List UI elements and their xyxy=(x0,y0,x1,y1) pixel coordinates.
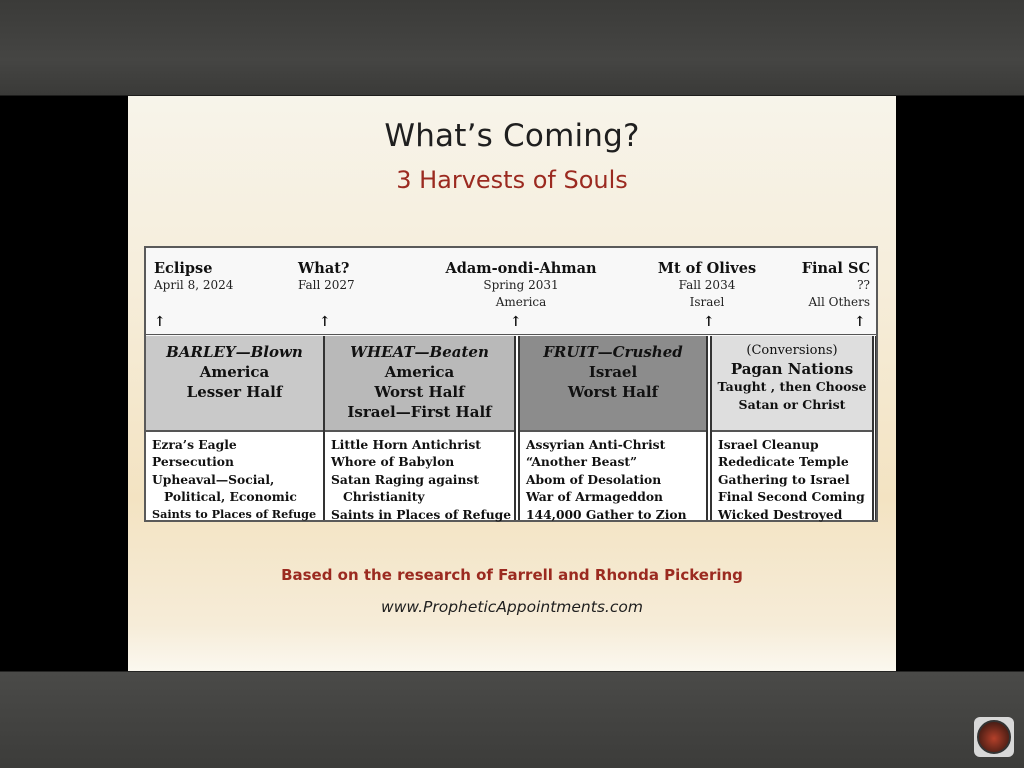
column-divider xyxy=(872,336,876,520)
timeline-point-eclipse xyxy=(154,260,233,294)
harvest-line: Israel xyxy=(588,363,638,381)
harvest-column-conversions xyxy=(712,336,872,520)
timeline-point-date: April 8, 2024 xyxy=(154,278,234,292)
harvest-line: America xyxy=(384,363,455,381)
event-item: War of Armageddon xyxy=(526,489,664,505)
event-item: Whore of Babylon xyxy=(331,454,455,470)
timeline-point-mt-of-olives xyxy=(652,260,762,311)
timeline-point-date: Fall 2027 xyxy=(298,278,355,292)
arrow-up-icon: ↑ xyxy=(854,314,866,330)
timeline-row xyxy=(146,248,876,337)
arrow-up-icon: ↑ xyxy=(154,314,166,330)
event-item: Assyrian Anti-Christ xyxy=(526,437,666,452)
event-item: Little Horn Antichrist xyxy=(331,437,481,452)
slide-subtitle: 3 Harvests of Souls xyxy=(396,166,628,194)
event-item: Gathering to Israel xyxy=(718,471,850,487)
event-item: Satan Raging against xyxy=(331,471,480,487)
harvest-line: Taught , then Choose xyxy=(717,379,867,394)
timeline-point-date: ?? xyxy=(857,278,870,292)
harvest-line: America xyxy=(199,363,270,381)
event-item: 144,000 Gather to Zion xyxy=(526,506,687,522)
harvest-line: Pagan Nations xyxy=(730,360,854,378)
harvest-column-barley xyxy=(146,336,323,520)
channel-logo-emblem xyxy=(977,720,1011,754)
harvest-events xyxy=(712,432,872,523)
website-url: www.PropheticAppointments.com xyxy=(381,598,643,616)
harvest-chart xyxy=(144,246,878,522)
slide-title: What’s Coming? xyxy=(384,118,640,154)
event-item: “Another Beast” xyxy=(526,454,638,470)
timeline-point-date: Fall 2034 xyxy=(678,278,736,292)
timeline-point-adam-ondi-ahman xyxy=(444,260,598,311)
harvest-heading: FRUIT—Crushed xyxy=(543,343,683,361)
event-item: Final Second Coming xyxy=(718,489,865,505)
channel-logo-icon[interactable] xyxy=(974,717,1014,757)
harvest-line: Worst Half xyxy=(374,383,465,401)
arrow-up-icon: ↑ xyxy=(703,314,715,330)
event-item: Israel Cleanup xyxy=(718,437,819,452)
harvest-columns xyxy=(146,336,876,520)
event-item: Saints to Places of Refuge xyxy=(152,506,317,521)
timeline-point-what xyxy=(298,260,355,294)
harvest-header xyxy=(712,336,872,432)
event-item: Upheaval—Social, xyxy=(152,471,275,487)
column-divider xyxy=(323,336,325,520)
event-item: Christianity xyxy=(343,489,425,505)
timeline-point-name: Final SC xyxy=(801,260,870,277)
harvest-heading: WHEAT—Beaten xyxy=(350,343,489,361)
arrow-up-icon: ↑ xyxy=(510,314,522,330)
timeline-point-name: Adam-ondi-Ahman xyxy=(445,260,597,277)
harvest-events xyxy=(520,432,706,523)
event-item: Wicked Destroyed xyxy=(718,506,843,522)
event-item: Abom of Desolation xyxy=(526,471,662,487)
harvest-heading: (Conversions) xyxy=(746,343,838,358)
event-item: Political, Economic xyxy=(164,489,297,505)
timeline-point-date: Spring 2031 xyxy=(483,278,559,292)
arrow-up-icon: ↑ xyxy=(319,314,331,330)
timeline-point-name: Mt of Olives xyxy=(657,260,757,277)
harvest-header xyxy=(520,336,706,432)
timeline-point-final-sc xyxy=(798,260,870,311)
harvest-column-fruit xyxy=(520,336,706,520)
harvest-events xyxy=(146,432,323,523)
harvest-events xyxy=(325,432,514,523)
harvest-line: Lesser Half xyxy=(186,383,283,401)
harvest-line: Israel—First Half xyxy=(347,403,492,421)
timeline-point-name: What? xyxy=(298,260,350,277)
timeline-point-name: Eclipse xyxy=(154,260,213,277)
harvest-heading: BARLEY—Blown xyxy=(166,343,303,361)
column-divider xyxy=(706,336,712,520)
harvest-line: Worst Half xyxy=(567,383,659,401)
event-item: Rededicate Temple xyxy=(718,454,849,470)
research-credit: Based on the research of Farrell and Rhonda Pickering xyxy=(281,566,743,584)
harvest-header xyxy=(146,336,323,432)
event-item: Saints in Places of Refuge xyxy=(331,506,512,522)
harvest-header xyxy=(325,336,514,432)
event-item: Ezra’s Eagle xyxy=(152,437,237,452)
harvest-column-wheat xyxy=(325,336,514,520)
event-item: Persecution xyxy=(152,454,234,470)
column-divider xyxy=(514,336,520,520)
harvest-line: Satan or Christ xyxy=(738,397,846,412)
timeline-point-sub: Israel xyxy=(689,295,725,309)
timeline-point-sub: All Others xyxy=(808,295,870,309)
timeline-point-sub: America xyxy=(495,295,547,309)
slide xyxy=(128,96,896,671)
